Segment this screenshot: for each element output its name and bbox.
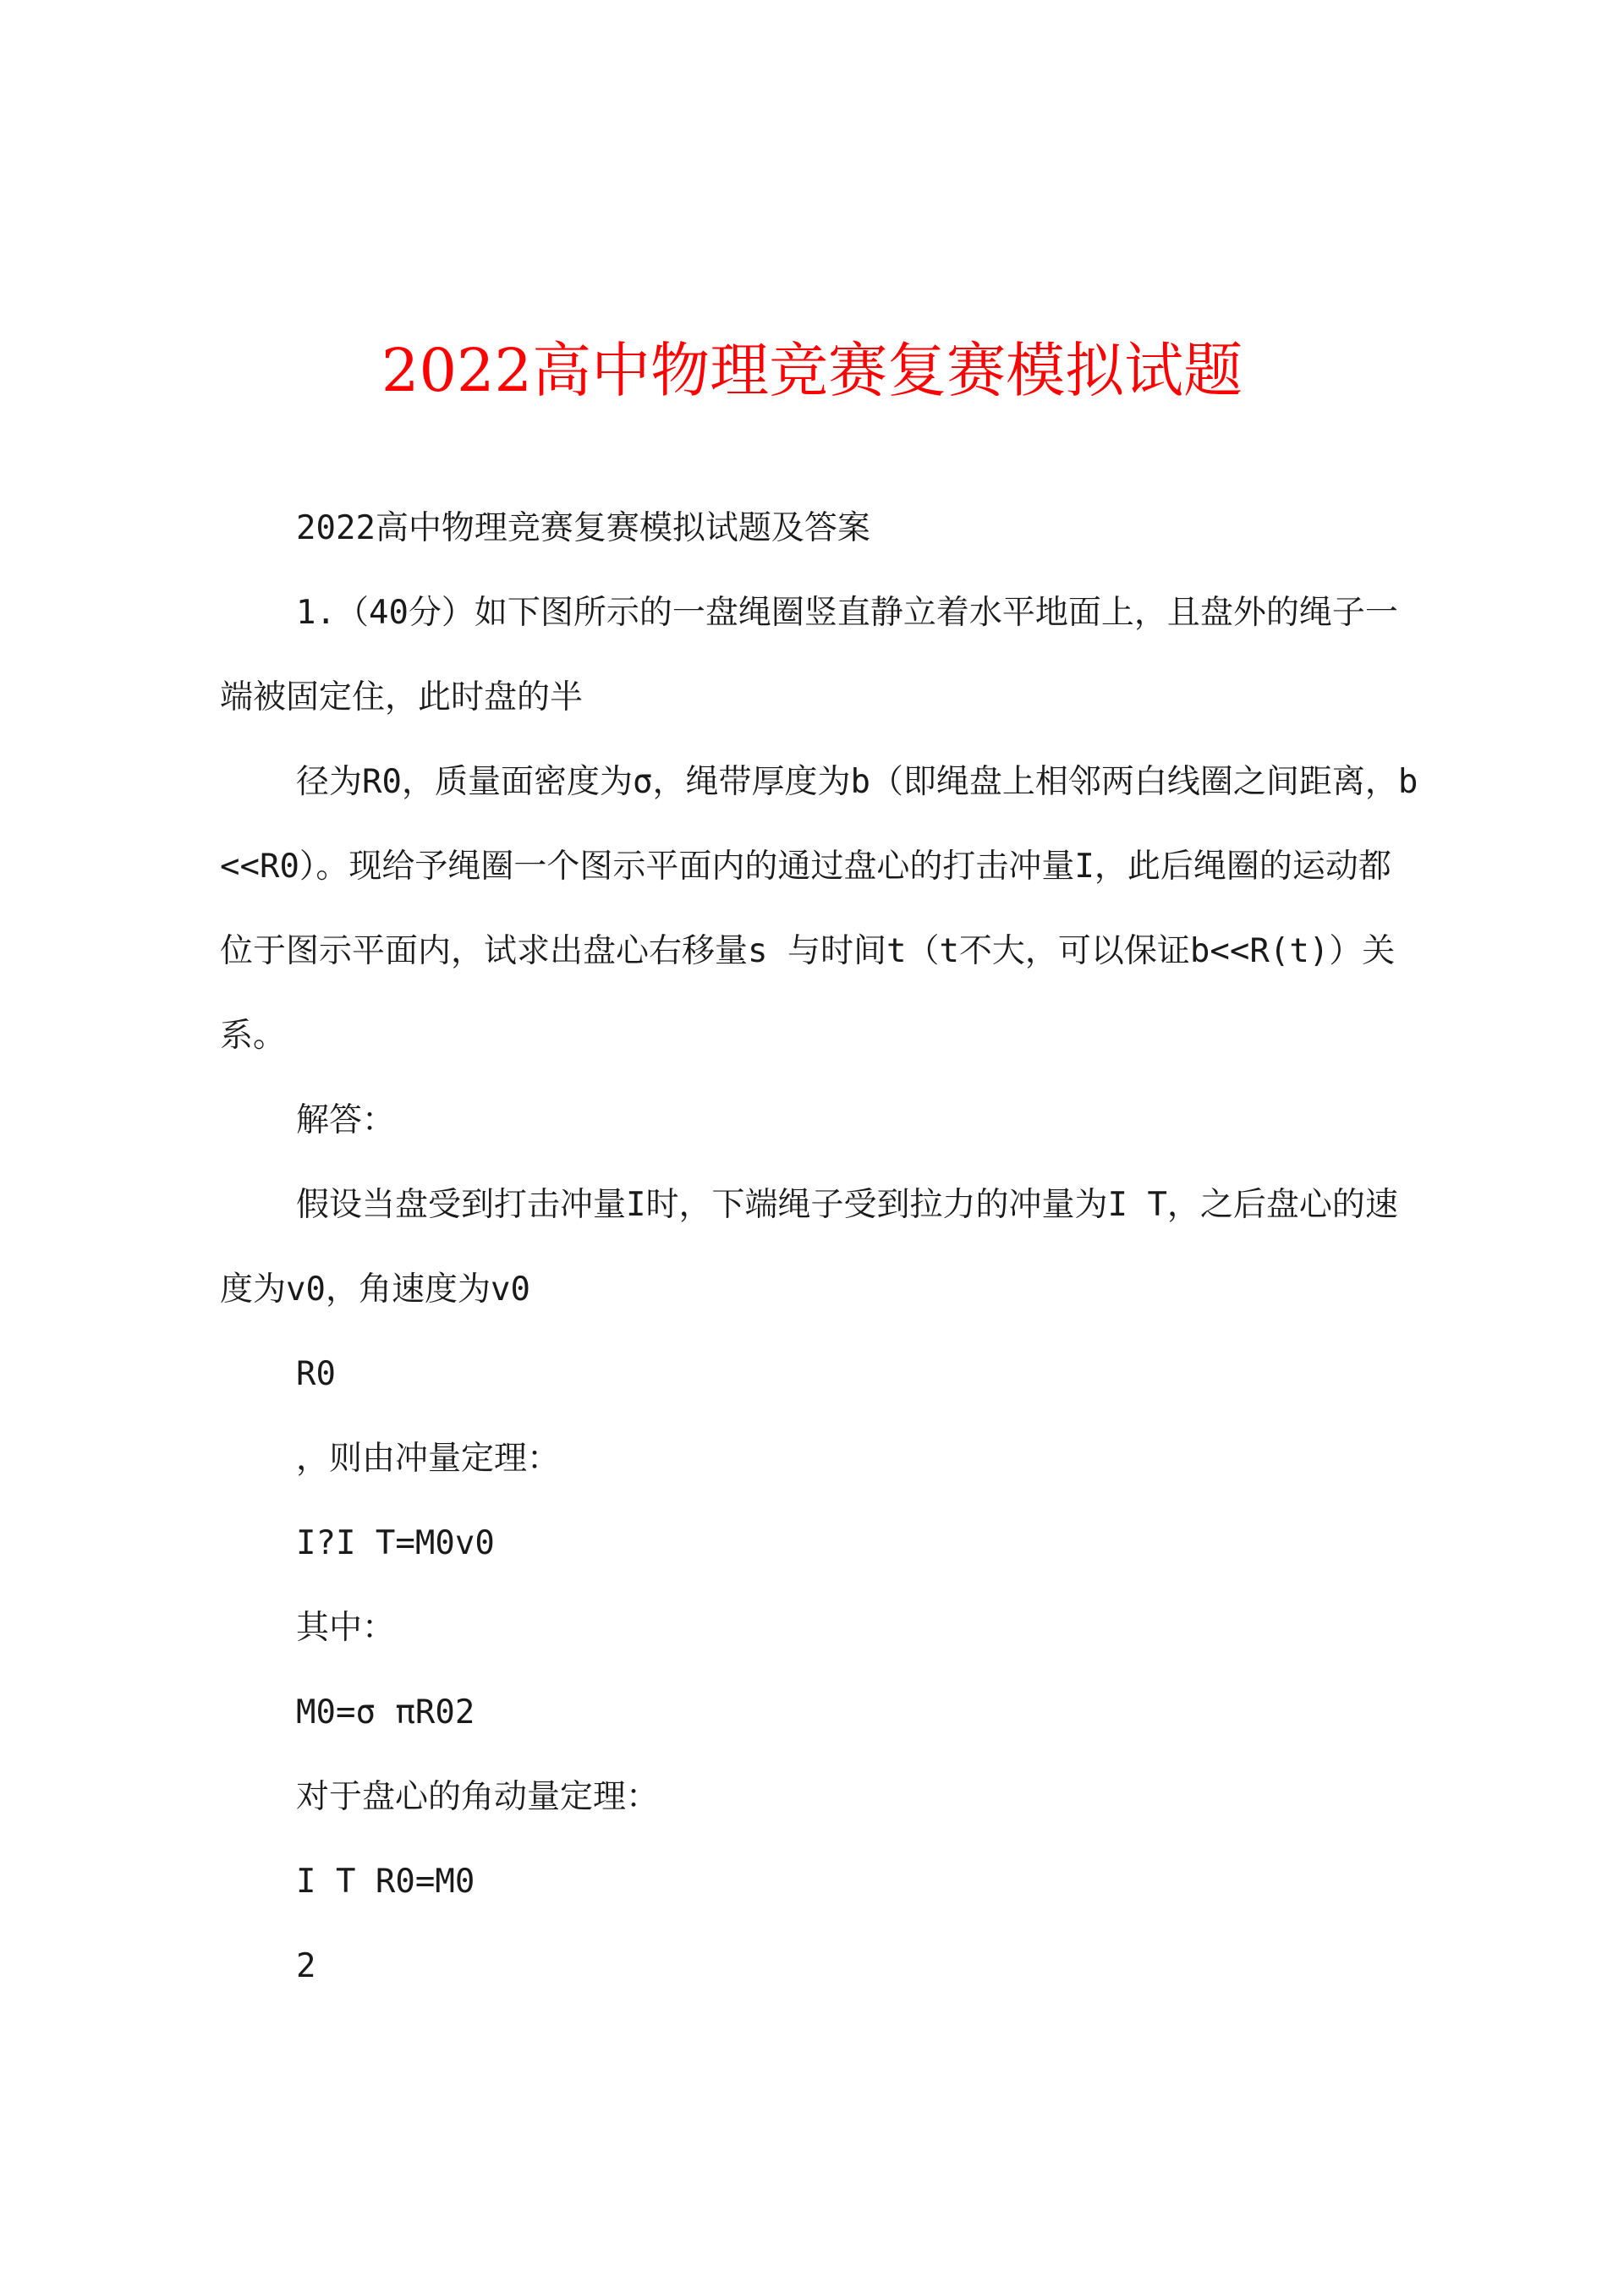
document-body: [220, 486, 1421, 2009]
paragraph-answer-assumption: 假设当盘受到打击冲量I时，下端绳子受到拉力的冲量为I T，之后盘心的速度为v0，角速度为v0: [220, 1186, 1398, 1309]
document-title: 2022高中物理竞赛复赛模拟试题: [381, 336, 1243, 405]
paragraph-question-intro: 1.（40分）如下图所示的一盘绳圈竖直静立着水平地面上，且盘外的绳子一端被固定住，此时盘的半: [220, 594, 1398, 716]
paragraph-question-body: 径为R0，质量面密度为σ，绳带厚度为b（即绳盘上相邻两白线圈之间距离，b<<R0）。现给予绳圈一个图示平面内的通过盘心的打击冲量I，此后绳圈的运动都位于图示平面内，试求出盘心右移量s 与时间t（t不大，可以保证b<<R(t)）关系。: [220, 763, 1418, 1055]
paragraph-equation-angular: I T R0=M0: [296, 1863, 475, 1901]
paragraph-subtitle: 2022高中物理竞赛复赛模拟试题及答案: [296, 509, 870, 547]
paragraph-fraction-denominator: 2: [296, 1947, 316, 1985]
paragraph-equation-impulse: I?I T=M0v0: [296, 1524, 495, 1562]
paragraph-impulse-theorem: ，则由冲量定理：: [296, 1440, 561, 1478]
paragraph-equation-mass: M0=σ πR02: [296, 1693, 475, 1731]
paragraph-where: 其中：: [296, 1609, 396, 1647]
paragraph-radius-fragment: R0: [296, 1355, 336, 1393]
paragraph-angular-momentum: 对于盘心的角动量定理：: [296, 1778, 660, 1816]
paragraph-answer-heading: 解答：: [296, 1101, 396, 1139]
